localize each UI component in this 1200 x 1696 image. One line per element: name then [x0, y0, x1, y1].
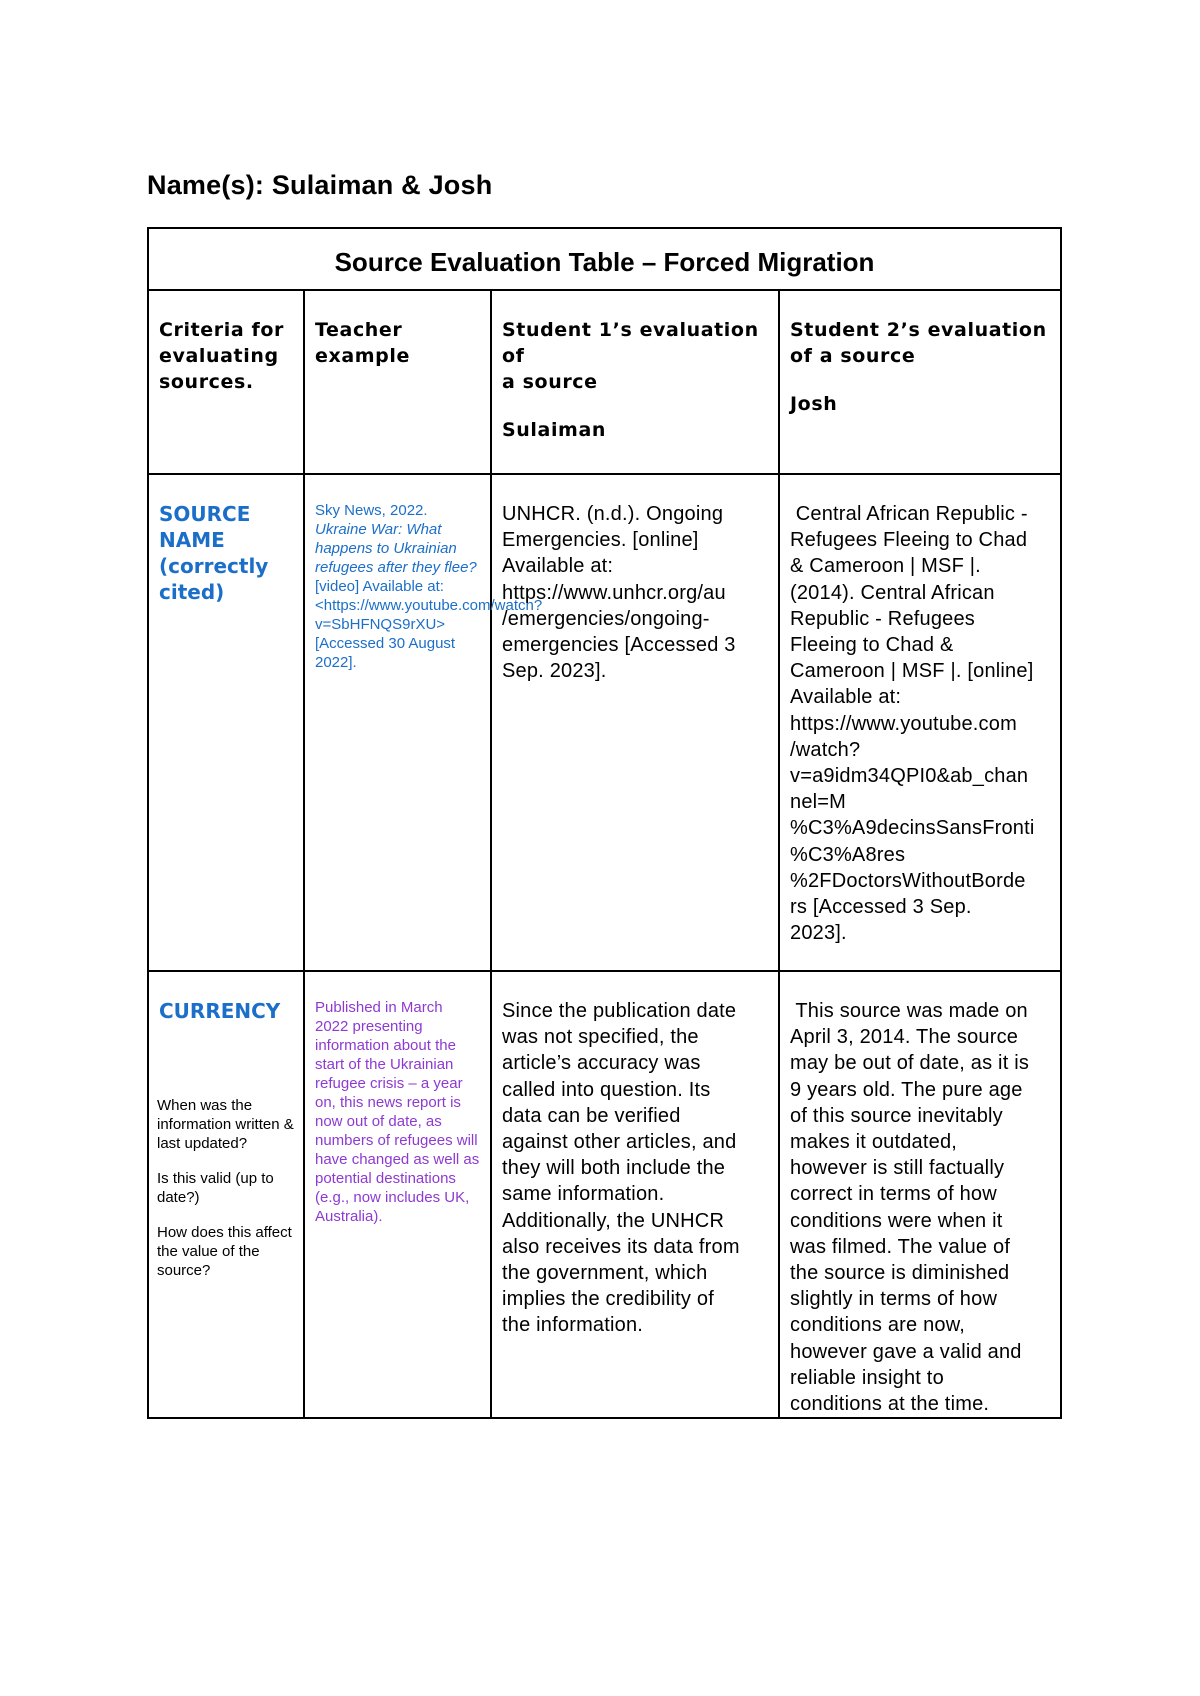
teacher-citation-details: [video] Available at: <https://www.youtube.com/watch?v=SbHFNQS9rXU> [Accessed 30 August 2022]. [315, 578, 543, 671]
text-line: 9 years old. The pure age [790, 1078, 1023, 1101]
text-line: data can be verified [502, 1104, 681, 1127]
text-line: %C3%A9decinsSansFronti [790, 817, 1035, 840]
text-line: also receives its data from [502, 1235, 740, 1258]
student1-currency-text [492, 972, 778, 1339]
student1-citation [492, 475, 778, 684]
currency-question: How does this affect the value of the source? [157, 1224, 292, 1279]
text-line: %2FDoctorsWithoutBorde [790, 869, 1026, 892]
header-student2 [779, 290, 1061, 474]
header-criteria-line: Criteria for [159, 319, 285, 341]
text-line: article’s accuracy was [502, 1052, 701, 1075]
text-line: Cameroon | MSF |. [online] [790, 660, 1034, 683]
currency-student2-cell [779, 971, 1061, 1418]
header-student1-line: Student 1’s evaluation of [502, 319, 759, 367]
header-student2-line: Student 2’s evaluation [790, 319, 1047, 341]
text-line: against other articles, and [502, 1131, 737, 1154]
names-heading: Name(s): Sulaiman & Josh [147, 170, 493, 200]
header-student1-name: Sulaiman [502, 419, 607, 441]
text-line: Refugees Fleeing to Chad [790, 529, 1028, 552]
text-line: reliable insight to [790, 1366, 944, 1389]
text-line: Available at: [790, 686, 902, 709]
text-line: Sep. 2023]. [502, 660, 607, 683]
text-line: Additionally, the UNHCR [502, 1209, 725, 1232]
currency-student1-cell [491, 971, 779, 1418]
text-line: implies the credibility of [502, 1288, 714, 1311]
text-line: called into question. Its [502, 1078, 711, 1101]
text-line: rs [Accessed 3 Sep. [790, 896, 972, 919]
text-line: the source is diminished [790, 1262, 1010, 1285]
text-line: emergencies [Accessed 3 [502, 634, 736, 657]
currency-question: When was the information written & last updated? [157, 1097, 294, 1152]
text-line: Since the publication date [502, 1000, 737, 1022]
text-line: https://www.youtube.com [790, 712, 1017, 735]
source-evaluation-table [147, 227, 1062, 1419]
text-line: & Cameroon | MSF |. [790, 555, 981, 578]
text-line: %C3%A8res [790, 843, 906, 866]
student2-currency-text [780, 972, 1060, 1417]
text-line: (2014). Central African [790, 581, 995, 604]
source-name-teacher-cell [304, 474, 543, 971]
text-line: Fleeing to Chad & [790, 634, 954, 657]
text-line: same information. [502, 1183, 665, 1206]
teacher-citation-author: Sky News, 2022. [315, 502, 428, 519]
teacher-citation [305, 475, 543, 672]
header-criteria-line: sources. [159, 371, 254, 393]
text-line: was not specified, the [502, 1026, 699, 1049]
table-title: Source Evaluation Table – Forced Migration [148, 228, 1061, 290]
header-teacher [304, 290, 491, 474]
teacher-currency-text: Published in March 2022 presenting information about the start of the Ukrainian refugee crisis – a year on, this news report is now out of date, as numbers of refugees will have changed as well as potential destinations (e.g., now includes UK, Australia). [315, 999, 480, 1225]
text-line: Emergencies. [online] [502, 529, 699, 552]
text-line: of this source inevitably [790, 1104, 1003, 1127]
header-student1 [491, 290, 779, 474]
source-name-criteria-line: cited) [159, 580, 225, 604]
text-line: the government, which [502, 1262, 708, 1285]
text-line: v=a9idm34QPI0&ab_chan [790, 765, 1029, 788]
text-line: 2023]. [790, 922, 847, 945]
source-name-student2-cell [779, 474, 1061, 971]
currency-teacher-cell [304, 971, 491, 1418]
source-name-criteria-line: NAME [159, 528, 225, 552]
source-name-student1-cell [491, 474, 779, 971]
text-line: they will both include the [502, 1157, 726, 1180]
header-criteria [148, 290, 304, 474]
text-line: however is still factually [790, 1157, 1005, 1180]
text-line: conditions are now, [790, 1314, 966, 1337]
text-line: the information. [502, 1314, 644, 1337]
text-line: makes it outdated, [790, 1131, 958, 1154]
currency-criteria-cell [148, 971, 304, 1418]
text-line: conditions were when it [790, 1209, 1003, 1232]
header-student2-name: Josh [790, 393, 838, 415]
text-line: April 3, 2014. The source [790, 1026, 1019, 1049]
text-line: nel=M [790, 791, 847, 814]
text-line: however gave a valid and [790, 1340, 1022, 1363]
text-line: Central African Republic - [790, 503, 1028, 525]
text-line: Available at: [502, 555, 614, 578]
currency-question: Is this valid (up to date?) [157, 1170, 274, 1206]
header-criteria-line: evaluating [159, 345, 279, 367]
student2-citation [780, 475, 1060, 946]
source-name-criteria-cell [148, 474, 304, 971]
teacher-citation-title: Ukraine War: What happens to Ukrainian refugees after they flee? [315, 521, 477, 576]
text-line: was filmed. The value of [790, 1235, 1011, 1258]
source-name-criteria-line: (correctly [159, 554, 269, 578]
text-line: UNHCR. (n.d.). Ongoing [502, 503, 724, 525]
header-student1-line: a source [502, 371, 598, 393]
text-line: /emergencies/ongoing- [502, 607, 710, 630]
currency-criteria-title: CURRENCY [159, 999, 281, 1023]
header-student2-line: of a source [790, 345, 916, 367]
text-line: conditions at the time. [790, 1393, 990, 1416]
text-line: https://www.unhcr.org/au [502, 581, 726, 604]
text-line: Republic - Refugees [790, 607, 976, 630]
text-line: may be out of date, as it is [790, 1052, 1030, 1075]
header-teacher-line: example [315, 345, 410, 367]
text-line: slightly in terms of how [790, 1288, 998, 1311]
header-teacher-line: Teacher [315, 319, 403, 341]
text-line: This source was made on [790, 1000, 1028, 1022]
text-line: /watch? [790, 738, 861, 761]
text-line: correct in terms of how [790, 1183, 997, 1206]
source-name-criteria-line: SOURCE [159, 502, 251, 526]
